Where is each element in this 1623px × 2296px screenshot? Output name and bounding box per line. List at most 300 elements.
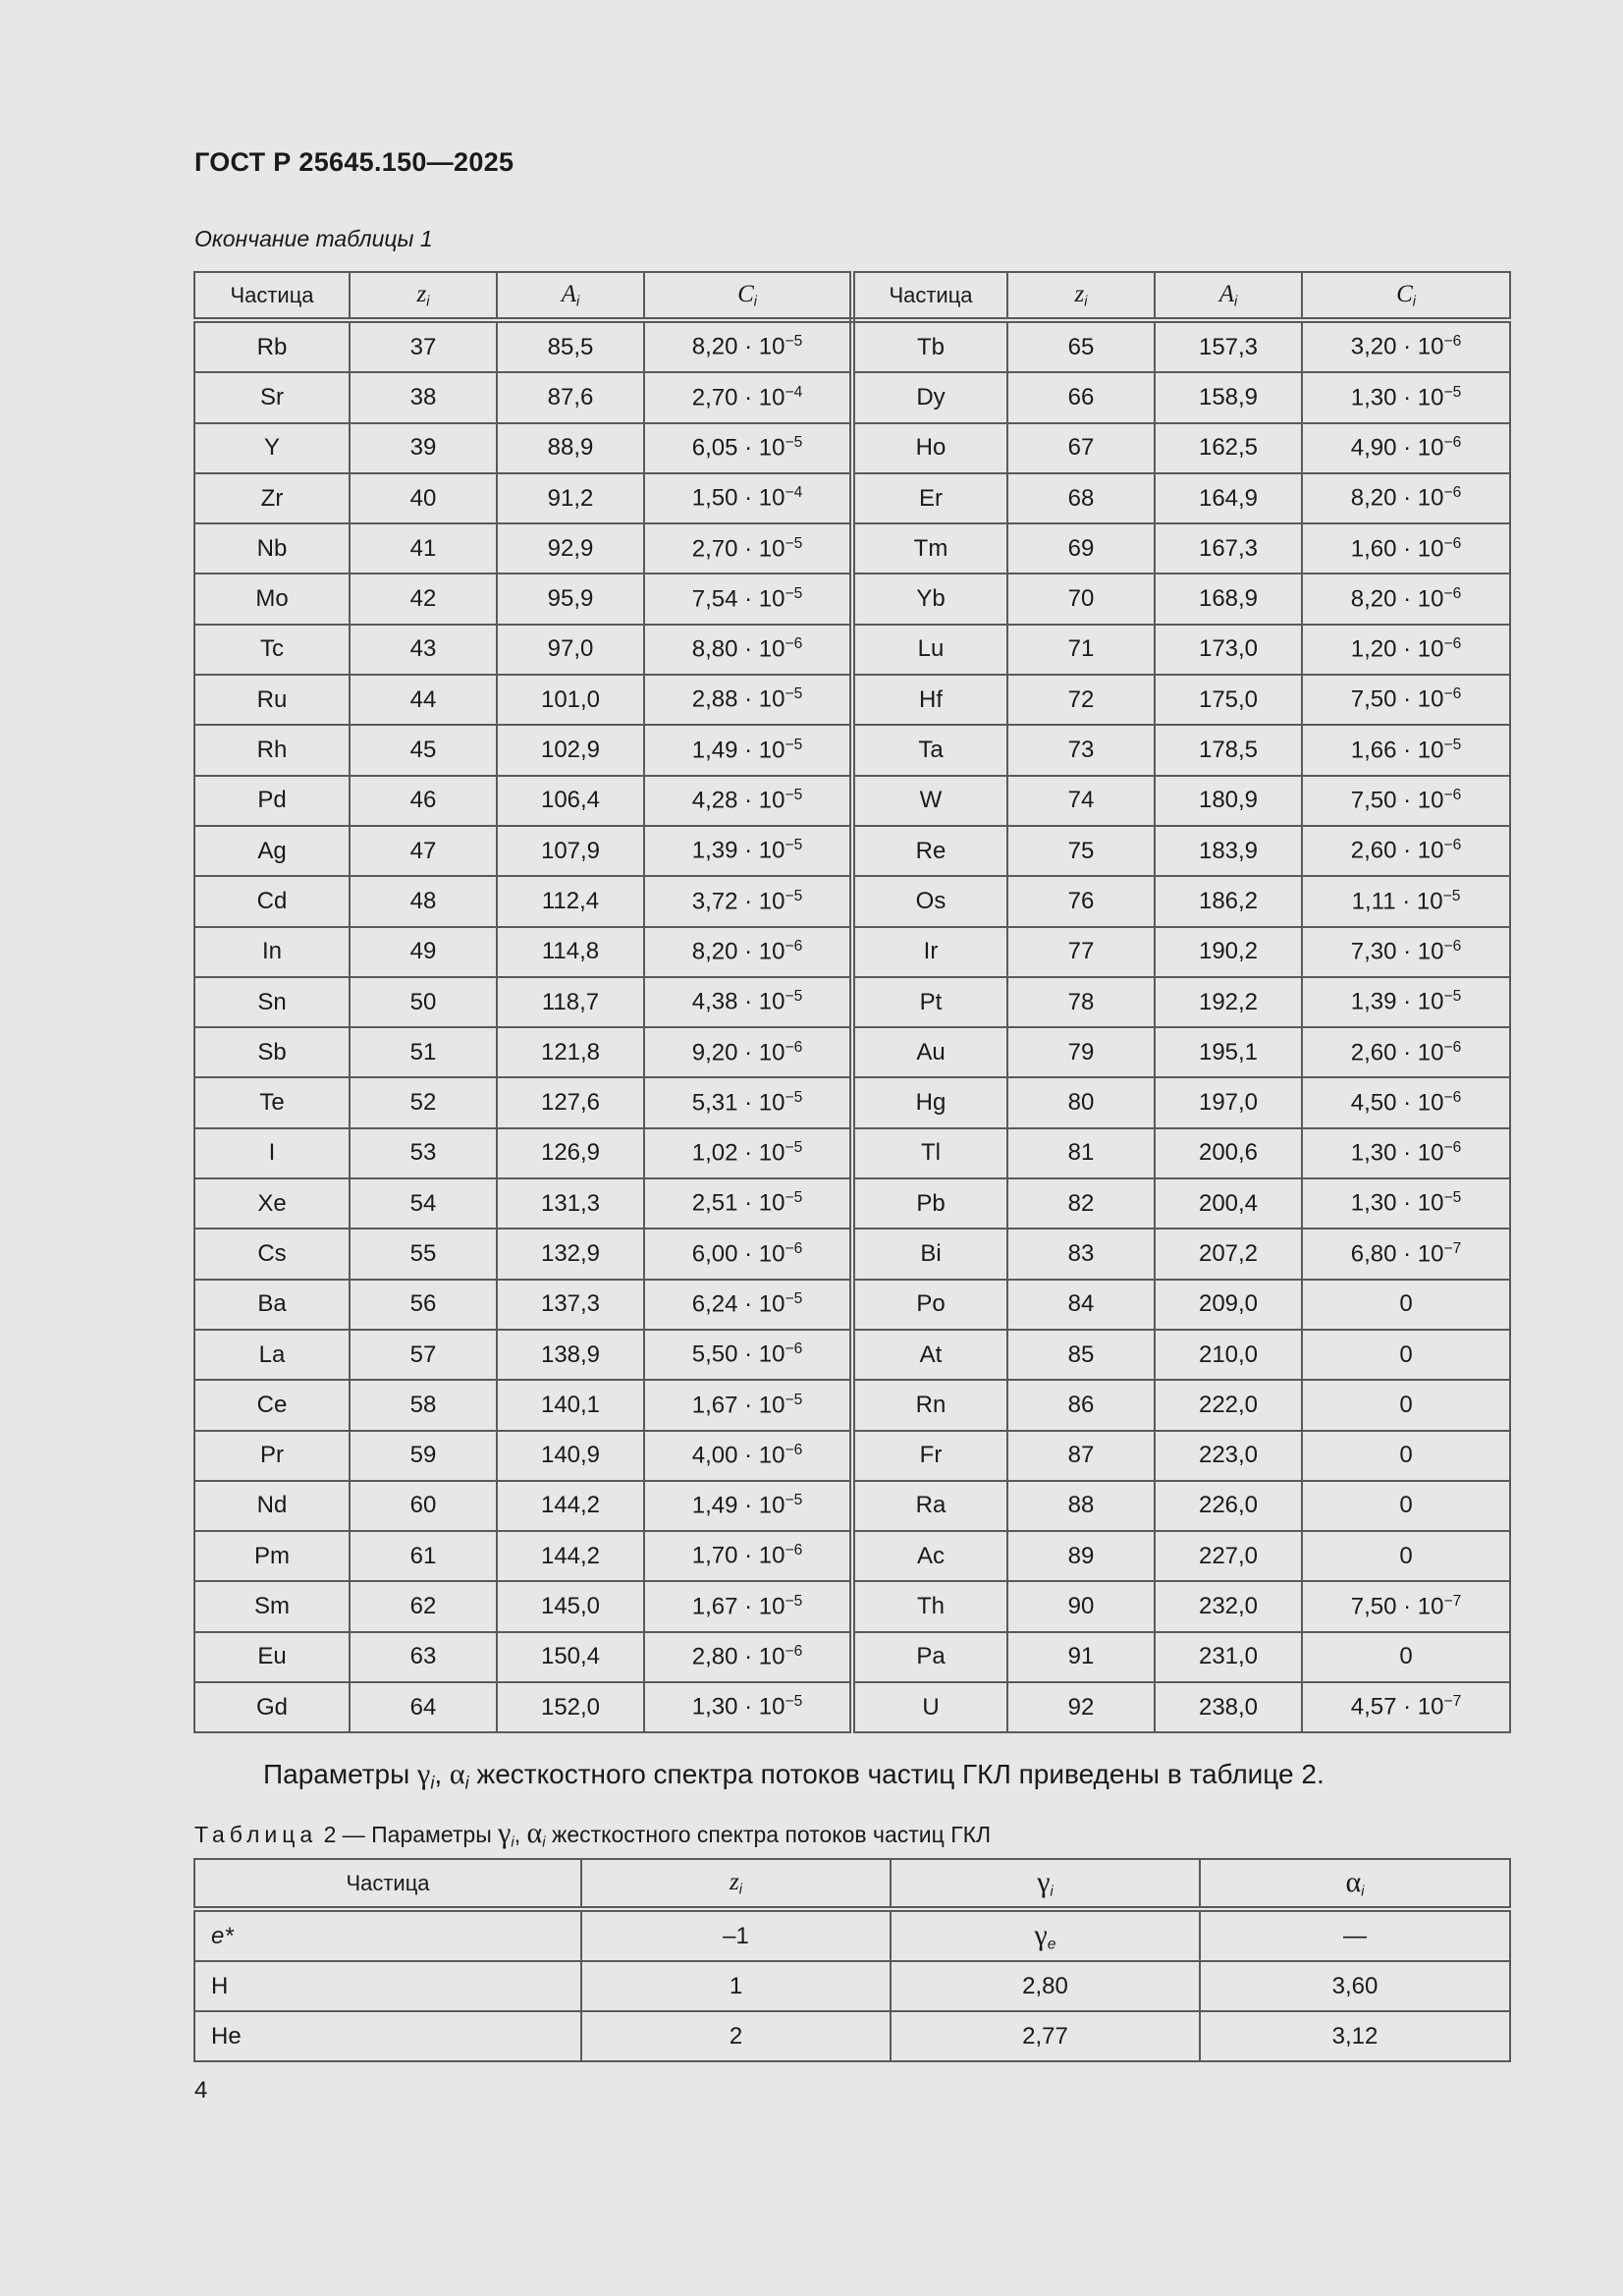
c-mantissa: 1,30 <box>1350 1139 1397 1167</box>
particle-cell: Pd <box>194 776 350 826</box>
z-cell: 44 <box>350 675 497 725</box>
c-base: · 10 <box>737 787 785 814</box>
table1 <box>193 271 1511 1733</box>
c-exponent: −7 <box>1443 1239 1462 1257</box>
particle-cell: Eu <box>194 1632 350 1682</box>
c-base: · 10 <box>737 1139 785 1167</box>
table1-caption: Окончание таблицы 1 <box>194 226 433 251</box>
table-row <box>194 1280 1510 1330</box>
c-mantissa: 8,20 <box>1350 484 1397 512</box>
c-exponent: −6 <box>1443 787 1462 804</box>
c-cell <box>1302 1431 1510 1481</box>
col-header-a: $A_i$ <box>1155 272 1302 320</box>
particle-cell: U <box>852 1682 1007 1732</box>
particle-cell: Pt <box>852 977 1007 1027</box>
a-cell: 231,0 <box>1155 1632 1302 1682</box>
c-cell <box>1302 523 1510 574</box>
particle-cell: Sb <box>194 1027 350 1077</box>
table-row <box>194 1077 1510 1127</box>
gamma-value: 2,77 <box>1022 2022 1068 2050</box>
z-cell: 91 <box>1007 1632 1155 1682</box>
c-base: · 10 <box>737 1290 785 1318</box>
c-exponent: −7 <box>1443 1592 1462 1610</box>
c-exponent: −6 <box>1443 837 1462 854</box>
table-row <box>194 1632 1510 1682</box>
c-base: · 10 <box>737 1340 785 1368</box>
z-cell: 87 <box>1007 1431 1155 1481</box>
a-cell: 91,2 <box>497 473 644 523</box>
c-exponent: −5 <box>784 988 803 1006</box>
c-exponent: −5 <box>784 433 803 451</box>
particle-cell: Nb <box>194 523 350 574</box>
c-exponent: −5 <box>784 887 803 904</box>
c-base: · 10 <box>737 737 785 764</box>
particle-cell: Bi <box>852 1229 1007 1279</box>
a-cell: 114,8 <box>497 927 644 977</box>
col-header-c: $C_i$ <box>1302 272 1510 320</box>
gamma-cell <box>891 1961 1200 2011</box>
table-row <box>194 625 1510 675</box>
particle-cell: Rn <box>852 1380 1007 1430</box>
c-base: · 10 <box>1396 1693 1444 1721</box>
a-cell: 157,3 <box>1155 320 1302 372</box>
c-base: · 10 <box>737 1089 785 1117</box>
c-base: · 10 <box>1396 737 1444 764</box>
table-row <box>194 1330 1510 1380</box>
particle-cell: Au <box>852 1027 1007 1077</box>
c-cell <box>1302 927 1510 977</box>
c-mantissa: 7,50 <box>1350 686 1397 714</box>
z-cell: 67 <box>1007 423 1155 473</box>
table1-header-row <box>194 272 1510 320</box>
a-cell: 106,4 <box>497 776 644 826</box>
table-row <box>194 1178 1510 1229</box>
c-cell <box>644 523 852 574</box>
c-exponent: −5 <box>1443 988 1462 1006</box>
c-mantissa: 0 <box>1399 1492 1413 1519</box>
gamma-value: 2,80 <box>1022 1972 1068 1999</box>
a-cell: 152,0 <box>497 1682 644 1732</box>
a-cell: 127,6 <box>497 1077 644 1127</box>
c-exponent: −4 <box>784 383 803 401</box>
c-mantissa: 9,20 <box>691 1039 738 1066</box>
z-cell: 80 <box>1007 1077 1155 1127</box>
c-base: · 10 <box>737 1492 785 1519</box>
c-mantissa: 1,49 <box>691 737 738 764</box>
c-cell <box>1302 1077 1510 1127</box>
particle-cell: Ta <box>852 725 1007 775</box>
a-cell: 102,9 <box>497 725 644 775</box>
particle-cell: Tb <box>852 320 1007 372</box>
c-cell <box>1302 1027 1510 1077</box>
c-mantissa: 1,20 <box>1350 635 1397 663</box>
a-cell: 226,0 <box>1155 1481 1302 1531</box>
c-mantissa: 0 <box>1399 1391 1413 1418</box>
c-exponent: −5 <box>784 534 803 552</box>
c-exponent: −5 <box>784 685 803 703</box>
col-header-particle: Частица <box>852 272 1007 320</box>
a-cell: 144,2 <box>497 1481 644 1531</box>
a-cell: 173,0 <box>1155 625 1302 675</box>
c-base: · 10 <box>1395 888 1443 915</box>
table-row <box>194 1531 1510 1581</box>
particle-cell: Tm <box>852 523 1007 574</box>
alpha-cell: 3,12 <box>1200 2011 1510 2061</box>
a-cell: 88,9 <box>497 423 644 473</box>
c-base: · 10 <box>1396 434 1444 462</box>
a-cell: 175,0 <box>1155 675 1302 725</box>
particle-cell: Lu <box>852 625 1007 675</box>
table-row <box>194 423 1510 473</box>
particle-cell: Sn <box>194 977 350 1027</box>
c-base: · 10 <box>737 1240 785 1268</box>
a-cell: 144,2 <box>497 1531 644 1581</box>
c-mantissa: 0 <box>1399 1290 1413 1318</box>
c-mantissa: 1,49 <box>691 1492 738 1519</box>
z-cell: 90 <box>1007 1581 1155 1631</box>
c-exponent: −5 <box>1442 887 1461 904</box>
c-base: · 10 <box>737 888 785 915</box>
c-cell <box>644 1027 852 1077</box>
z-cell: 52 <box>350 1077 497 1127</box>
a-cell: 195,1 <box>1155 1027 1302 1077</box>
particle-cell: Tl <box>852 1128 1007 1178</box>
c-mantissa: 5,50 <box>691 1340 738 1368</box>
a-cell: 183,9 <box>1155 826 1302 876</box>
z-cell: 69 <box>1007 523 1155 574</box>
table-row <box>194 1481 1510 1531</box>
c-base: · 10 <box>1396 535 1444 563</box>
c-base: · 10 <box>1396 837 1444 864</box>
particle-cell: Os <box>852 876 1007 926</box>
c-exponent: −6 <box>784 1643 803 1661</box>
c-cell <box>1302 826 1510 876</box>
z-cell: 64 <box>350 1682 497 1732</box>
z-cell: 2 <box>581 2011 891 2061</box>
c-cell <box>1302 1229 1510 1279</box>
c-mantissa: 7,30 <box>1350 938 1397 965</box>
table-row <box>194 1027 1510 1077</box>
particle-cell: Tc <box>194 625 350 675</box>
c-mantissa: 1,11 <box>1351 888 1396 915</box>
c-exponent: −6 <box>1443 534 1462 552</box>
particle-cell: Po <box>852 1280 1007 1330</box>
c-base: · 10 <box>1396 1593 1444 1620</box>
z-cell: 55 <box>350 1229 497 1279</box>
c-cell <box>644 1330 852 1380</box>
c-cell <box>644 977 852 1027</box>
particle-cell: Er <box>852 473 1007 523</box>
c-base: · 10 <box>737 535 785 563</box>
col-header-alpha: $\alpha_i$ <box>1200 1859 1510 1909</box>
c-cell <box>644 625 852 675</box>
c-exponent: −5 <box>784 736 803 753</box>
particle-cell: Ru <box>194 675 350 725</box>
c-cell <box>1302 725 1510 775</box>
particle-cell: He <box>194 2011 581 2061</box>
page-number: 4 <box>194 2077 208 2104</box>
z-cell: 65 <box>1007 320 1155 372</box>
col-header-gamma: $\gamma_i$ <box>891 1859 1200 1909</box>
a-cell: 112,4 <box>497 876 644 926</box>
particle-cell: Te <box>194 1077 350 1127</box>
c-exponent: −6 <box>1443 1038 1462 1056</box>
table-row <box>194 574 1510 624</box>
c-cell <box>644 1128 852 1178</box>
c-cell <box>644 372 852 422</box>
z-cell: 89 <box>1007 1531 1155 1581</box>
c-base: · 10 <box>1396 1189 1444 1217</box>
c-cell <box>644 1531 852 1581</box>
table-row <box>194 1128 1510 1178</box>
table-row <box>194 725 1510 775</box>
particle-cell: Ba <box>194 1280 350 1330</box>
c-mantissa: 1,30 <box>1350 1189 1397 1217</box>
z-cell: 75 <box>1007 826 1155 876</box>
c-base: · 10 <box>737 1693 785 1721</box>
c-base: · 10 <box>737 1593 785 1620</box>
c-base: · 10 <box>737 333 785 360</box>
z-cell: 45 <box>350 725 497 775</box>
c-cell <box>1302 876 1510 926</box>
c-exponent: −6 <box>784 1239 803 1257</box>
z-cell: 50 <box>350 977 497 1027</box>
particle-cell: H <box>194 1961 581 2011</box>
z-cell: 68 <box>1007 473 1155 523</box>
c-cell <box>644 675 852 725</box>
a-cell: 150,4 <box>497 1632 644 1682</box>
z-cell: –1 <box>581 1909 891 1961</box>
c-mantissa: 1,50 <box>691 484 738 512</box>
c-base: · 10 <box>737 1543 785 1570</box>
c-cell <box>644 1229 852 1279</box>
c-base: · 10 <box>737 384 785 411</box>
c-base: · 10 <box>1396 484 1444 512</box>
particle-cell: Cs <box>194 1229 350 1279</box>
a-cell: 168,9 <box>1155 574 1302 624</box>
particle-cell: Pa <box>852 1632 1007 1682</box>
z-cell: 58 <box>350 1380 497 1430</box>
c-cell <box>1302 1178 1510 1229</box>
c-cell <box>644 1632 852 1682</box>
c-base: · 10 <box>737 686 785 714</box>
a-cell: 118,7 <box>497 977 644 1027</box>
a-cell: 101,0 <box>497 675 644 725</box>
particle-cell: Pm <box>194 1531 350 1581</box>
z-cell: 82 <box>1007 1178 1155 1229</box>
c-mantissa: 2,88 <box>691 686 738 714</box>
c-mantissa: 0 <box>1399 1340 1413 1368</box>
c-cell <box>644 1481 852 1531</box>
c-exponent: −7 <box>1443 1693 1462 1711</box>
c-exponent: −6 <box>784 1038 803 1056</box>
c-mantissa: 1,30 <box>1350 384 1397 411</box>
col-header-c: $C_i$ <box>644 272 852 320</box>
c-cell <box>644 876 852 926</box>
c-exponent: −6 <box>1443 685 1462 703</box>
a-cell: 227,0 <box>1155 1531 1302 1581</box>
table-row <box>194 1229 1510 1279</box>
a-cell: 92,9 <box>497 523 644 574</box>
z-cell: 88 <box>1007 1481 1155 1531</box>
c-mantissa: 4,28 <box>691 787 738 814</box>
c-mantissa: 2,60 <box>1350 1039 1397 1066</box>
z-cell: 71 <box>1007 625 1155 675</box>
document-header: ГОСТ Р 25645.150—2025 <box>194 147 514 177</box>
c-mantissa: 1,67 <box>691 1593 738 1620</box>
c-base: · 10 <box>1396 585 1444 613</box>
c-exponent: −5 <box>784 333 803 351</box>
alpha-cell: — <box>1200 1909 1510 1961</box>
a-cell: 131,3 <box>497 1178 644 1229</box>
c-cell <box>1302 320 1510 372</box>
gamma-subscript: e <box>1047 1936 1056 1953</box>
table-row <box>194 523 1510 574</box>
particle-cell: Zr <box>194 473 350 523</box>
c-exponent: −5 <box>784 1088 803 1106</box>
c-mantissa: 0 <box>1399 1442 1413 1469</box>
c-exponent: −4 <box>784 484 803 502</box>
c-base: · 10 <box>1396 635 1444 663</box>
c-mantissa: 8,20 <box>691 938 738 965</box>
c-mantissa: 6,80 <box>1350 1240 1397 1268</box>
a-cell: 197,0 <box>1155 1077 1302 1127</box>
a-cell: 223,0 <box>1155 1431 1302 1481</box>
c-base: · 10 <box>737 585 785 613</box>
c-exponent: −6 <box>1443 333 1462 351</box>
c-exponent: −5 <box>784 584 803 602</box>
c-mantissa: 7,50 <box>1350 787 1397 814</box>
z-cell: 57 <box>350 1330 497 1380</box>
particle-cell: e* <box>194 1909 581 1961</box>
c-cell <box>1302 1682 1510 1732</box>
c-base: · 10 <box>737 837 785 864</box>
z-cell: 51 <box>350 1027 497 1077</box>
c-base: · 10 <box>737 1442 785 1469</box>
c-mantissa: 5,31 <box>691 1089 738 1117</box>
table2 <box>193 1858 1511 2062</box>
c-base: · 10 <box>737 484 785 512</box>
table-row <box>194 776 1510 826</box>
c-cell <box>1302 372 1510 422</box>
c-cell <box>644 1178 852 1229</box>
c-cell <box>1302 423 1510 473</box>
c-cell <box>1302 1280 1510 1330</box>
c-base: · 10 <box>1396 1089 1444 1117</box>
particle-cell: Fr <box>852 1431 1007 1481</box>
c-mantissa: 6,05 <box>691 434 738 462</box>
c-exponent: −6 <box>1443 1139 1462 1157</box>
c-cell <box>1302 473 1510 523</box>
particle-cell: At <box>852 1330 1007 1380</box>
a-cell: 87,6 <box>497 372 644 422</box>
c-mantissa: 1,02 <box>691 1139 738 1167</box>
c-base: · 10 <box>1396 938 1444 965</box>
c-cell <box>644 826 852 876</box>
particle-cell: Pr <box>194 1431 350 1481</box>
c-cell <box>644 1581 852 1631</box>
table-row <box>194 876 1510 926</box>
table-row <box>194 473 1510 523</box>
table-row <box>194 1431 1510 1481</box>
c-exponent: −6 <box>784 1441 803 1458</box>
c-base: · 10 <box>1396 1039 1444 1066</box>
z-cell: 56 <box>350 1280 497 1330</box>
a-cell: 192,2 <box>1155 977 1302 1027</box>
z-cell: 66 <box>1007 372 1155 422</box>
c-cell <box>1302 1481 1510 1531</box>
c-exponent: −6 <box>1443 433 1462 451</box>
c-exponent: −5 <box>784 1693 803 1711</box>
z-cell: 62 <box>350 1581 497 1631</box>
c-mantissa: 6,00 <box>691 1240 738 1268</box>
c-cell <box>1302 1581 1510 1631</box>
particle-cell: Sr <box>194 372 350 422</box>
c-mantissa: 0 <box>1399 1643 1413 1670</box>
a-cell: 97,0 <box>497 625 644 675</box>
particle-cell: Y <box>194 423 350 473</box>
c-exponent: −6 <box>1443 937 1462 955</box>
a-cell: 158,9 <box>1155 372 1302 422</box>
a-cell: 209,0 <box>1155 1280 1302 1330</box>
c-exponent: −5 <box>784 837 803 854</box>
particle-cell: Mo <box>194 574 350 624</box>
c-base: · 10 <box>737 1643 785 1670</box>
col-header-z: $z_i$ <box>1007 272 1155 320</box>
particle-cell: In <box>194 927 350 977</box>
c-mantissa: 4,57 <box>1350 1693 1397 1721</box>
a-cell: 180,9 <box>1155 776 1302 826</box>
particle-cell: Dy <box>852 372 1007 422</box>
a-cell: 107,9 <box>497 826 644 876</box>
particle-cell: Yb <box>852 574 1007 624</box>
a-cell: 232,0 <box>1155 1581 1302 1631</box>
z-cell: 61 <box>350 1531 497 1581</box>
a-cell: 140,9 <box>497 1431 644 1481</box>
c-mantissa: 2,70 <box>691 384 738 411</box>
c-base: · 10 <box>1396 384 1444 411</box>
particle-cell: Xe <box>194 1178 350 1229</box>
particle-cell: Gd <box>194 1682 350 1732</box>
z-cell: 54 <box>350 1178 497 1229</box>
c-cell <box>644 320 852 372</box>
c-cell <box>644 1682 852 1732</box>
table-row <box>194 1961 1510 2011</box>
particle-cell: Ag <box>194 826 350 876</box>
particle-cell: Nd <box>194 1481 350 1531</box>
c-exponent: −6 <box>1443 635 1462 653</box>
c-base: · 10 <box>737 434 785 462</box>
a-cell: 186,2 <box>1155 876 1302 926</box>
a-cell: 207,2 <box>1155 1229 1302 1279</box>
c-cell <box>1302 1330 1510 1380</box>
a-cell: 178,5 <box>1155 725 1302 775</box>
c-base: · 10 <box>737 1039 785 1066</box>
particle-cell: Hf <box>852 675 1007 725</box>
particle-cell: Rb <box>194 320 350 372</box>
a-cell: 210,0 <box>1155 1330 1302 1380</box>
c-base: · 10 <box>737 635 785 663</box>
z-cell: 53 <box>350 1128 497 1178</box>
c-cell <box>1302 977 1510 1027</box>
c-mantissa: 1,66 <box>1350 737 1397 764</box>
c-mantissa: 4,90 <box>1350 434 1397 462</box>
z-cell: 79 <box>1007 1027 1155 1077</box>
c-base: · 10 <box>1396 1139 1444 1167</box>
gamma-cell <box>891 2011 1200 2061</box>
col-header-a: $A_i$ <box>497 272 644 320</box>
c-mantissa: 6,24 <box>691 1290 738 1318</box>
